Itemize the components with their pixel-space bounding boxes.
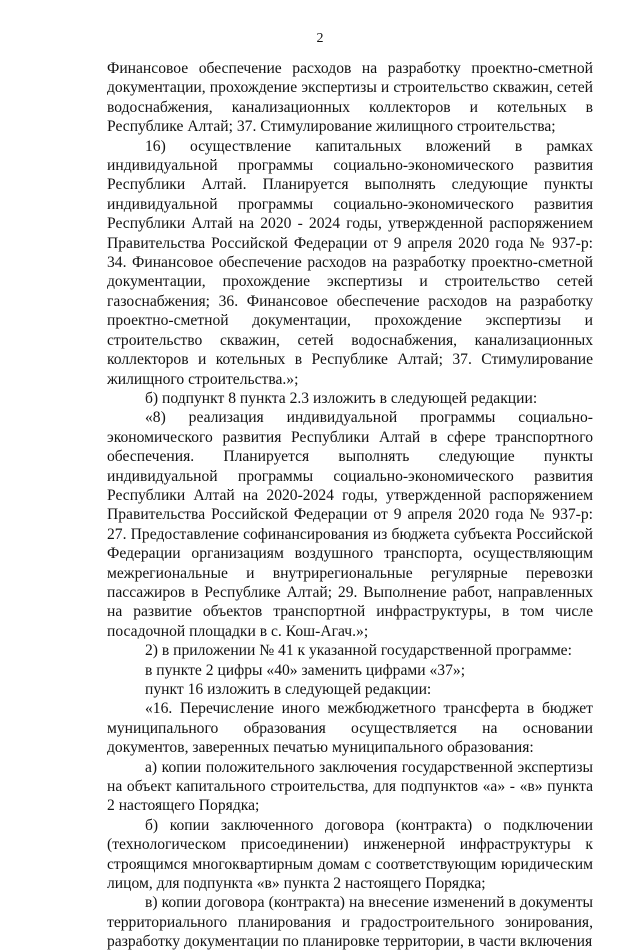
page-number: 2 bbox=[316, 31, 324, 46]
paragraph: 16) осуществление капитальных вложений в рамках индивидуальной программы социально-экономического развития Республики Алтай. Планируется выполнять следующие пункты индивидуальной программы социально-экономического развития Республики Алтай на 2020 - 2024 годы, утвержденной распоряжением Правительства Российской Федерации от 9 апреля 2020 года № 937-р: 34. Финансовое обеспечение расходов на разработку проектно-сметной документации, прохождение экспертизы и строительство сетей газоснабжения; 36. Финансовое обеспечение расходов на разработку проектно-сметной документации, прохождение экспертизы и строительство скважин, сетей водоснабжения, канализационных коллекторов и котельных в Республике Алтай; 37. Стимулирование жилищного строительства.»; bbox=[107, 137, 593, 388]
paragraph: пункт 16 изложить в следующей редакции: bbox=[145, 681, 432, 698]
paragraph: в) копии договора (контракта) на внесение изменений в документы территориального планирования и градостроительного зонирования, разработку документации по планировке территории, в части включения bbox=[107, 894, 593, 951]
paragraph: б) копии заключенного договора (контракта) о подключении (технологическом присоединении) инженерной инфраструктуры к строящимся многоквартирным домам с соответствующим юридическим лицом, для подпункта «в» пункта 2 настоящего Порядка; bbox=[107, 816, 593, 893]
paragraph: 2) в приложении № 41 к указанной государственной программе: bbox=[145, 642, 572, 660]
paragraph: Финансовое обеспечение расходов на разработку проектно-сметной документации, прохождение экспертизы и строительство скважин, сетей водоснабжения, канализационных коллекторов и котельных в Республике Алтай; 37. Стимулирование жилищного строительства; bbox=[107, 60, 593, 136]
paragraph: «16. Перечисление иного межбюджетного трансферта в бюджет муниципального образования осуществляется на основании документов, заверенных печатью муниципального образования: bbox=[107, 700, 593, 757]
document-body bbox=[107, 59, 593, 952]
paragraph: «8) реализация индивидуальной программы социально-экономического развития Республики Алтай в сфере транспортного обеспечения. Планируется выполнять следующие пункты индивидуальной программы социально-экономического развития Республики Алтай на 2020-2024 годы, утвержденной распоряжением Правительства Российской Федерации от 9 апреля 2020 года № 937-р: 27. Предоставление софинансирования из бюджета субъекта Российской Федерации организациям воздушного транспорта, осуществляющим межрегиональные и внутрирегиональные регулярные перевозки пассажиров в Республике Алтай; 29. Выполнение работ, направленных на развитие объектов транспортной инфраструктуры, в том числе посадочной площадки в с. Кош-Агач.»; bbox=[107, 409, 593, 640]
paragraph: а) копии положительного заключения государственной экспертизы на объект капитального строительства, для подпунктов «а» - «в» пункта 2 настоящего Порядка; bbox=[107, 758, 593, 815]
paragraph: б) подпункт 8 пункта 2.3 изложить в следующей редакции: bbox=[145, 389, 538, 407]
paragraph: в пункте 2 цифры «40» заменить цифрами «37»; bbox=[145, 661, 466, 679]
